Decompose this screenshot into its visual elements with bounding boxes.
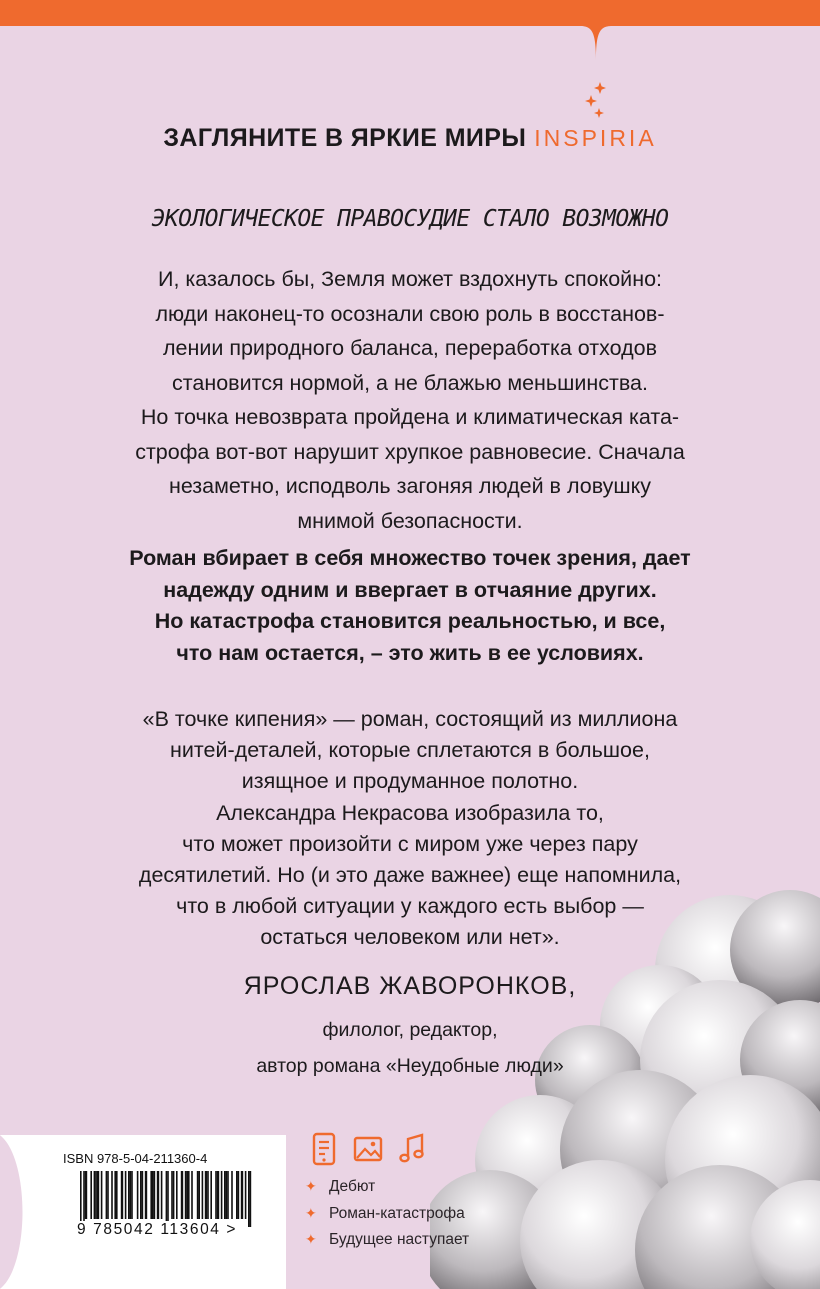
tagline: ЭКОЛОГИЧЕСКОЕ ПРАВОСУДИЕ СТАЛО ВОЗМОЖНО xyxy=(151,206,669,232)
intro-line: становится нормой, а не блажью меньшинства. xyxy=(172,370,648,395)
intro-line: люди наконец-то осознали свою роль в восстанов- xyxy=(155,301,665,326)
quote-line: остаться человеком или нет». xyxy=(260,925,560,950)
author-role-line: филолог, редактор, xyxy=(322,1019,498,1041)
intro-line: Но точка невозврата пройдена и климатическая ката- xyxy=(140,405,680,429)
ebook-icon xyxy=(308,1131,340,1167)
quote-line: нитей-деталей, которые сплетаются в большое, xyxy=(170,738,650,763)
quote-line: что может произойти с миром уже через пару xyxy=(182,831,638,856)
intro-line: строфа вот-вот нарушит хрупкое равновесие. Сначала xyxy=(135,439,685,464)
summary-line: надежду одним и ввергает в отчаяние других. xyxy=(163,577,657,602)
intro-line: мнимой безопасности. xyxy=(297,508,523,533)
barcode-icon xyxy=(55,1171,286,1253)
image-icon xyxy=(352,1131,384,1167)
genre-label: Будущее наступает xyxy=(329,1231,470,1248)
summary-line: Но катастрофа становится реальностью, и все, xyxy=(154,609,666,633)
genre-label: Роман-катастрофа xyxy=(329,1204,465,1222)
media-icons xyxy=(308,1131,438,1167)
brand-logo-text: INSPIRIA xyxy=(534,125,657,151)
sparkle-bullet-icon: ✦ xyxy=(305,1178,317,1194)
summary-line: Роман вбирает в себя множество точек зрения, дает xyxy=(129,546,691,570)
isbn-text: ISBN 978-5-04-211360-4 xyxy=(63,1151,208,1166)
top-band xyxy=(0,0,820,70)
quote-line: «В точке кипения» — роман, состоящий из миллиона xyxy=(142,707,678,731)
intro-line: И, казалось бы, Земля может вздохнуть спокойно: xyxy=(157,267,662,291)
genre-list xyxy=(305,1178,469,1258)
genre-label: Дебют xyxy=(329,1178,376,1195)
genre-item xyxy=(305,1231,469,1258)
sparkle-bullet-icon: ✦ xyxy=(305,1231,317,1247)
quote-line: что в любой ситуации у каждого есть выбор — xyxy=(176,894,644,919)
genre-item xyxy=(305,1205,469,1232)
review-quote xyxy=(60,704,760,954)
review-author-role xyxy=(0,1012,820,1084)
series-slogan: ЗАГЛЯНИТЕ В ЯРКИЕ МИРЫ xyxy=(163,124,527,152)
quote-line: Александра Некрасова изобразила то, xyxy=(216,800,604,825)
summary-line: что нам остается, – это жить в ее условиях. xyxy=(176,640,644,665)
barcode-notch xyxy=(0,1135,56,1289)
sparkle-bullet-icon: ✦ xyxy=(305,1204,317,1221)
genre-item xyxy=(305,1178,469,1205)
author-role-line: автор романа «Неудобные люди» xyxy=(256,1055,564,1077)
barcode-panel xyxy=(55,1135,286,1289)
series-header xyxy=(0,124,820,153)
summary-paragraph xyxy=(60,543,760,669)
quote-line: изящное и продуманное полотно. xyxy=(241,769,579,794)
sparkle-icon xyxy=(578,80,612,124)
review-author-name: ЯРОСЛАВ ЖАВОРОНКОВ, xyxy=(243,972,577,1000)
music-icon xyxy=(396,1131,428,1167)
intro-line: лении природного баланса, переработка отходов xyxy=(162,336,658,360)
quote-line: десятилетий. Но (и это даже важнее) еще напомнила, xyxy=(138,863,682,888)
barcode-number: 9 785042 113604 > xyxy=(77,1221,238,1238)
intro-line: незаметно, исподволь загоняя людей в ловушку xyxy=(168,474,652,498)
intro-paragraph xyxy=(60,262,760,538)
